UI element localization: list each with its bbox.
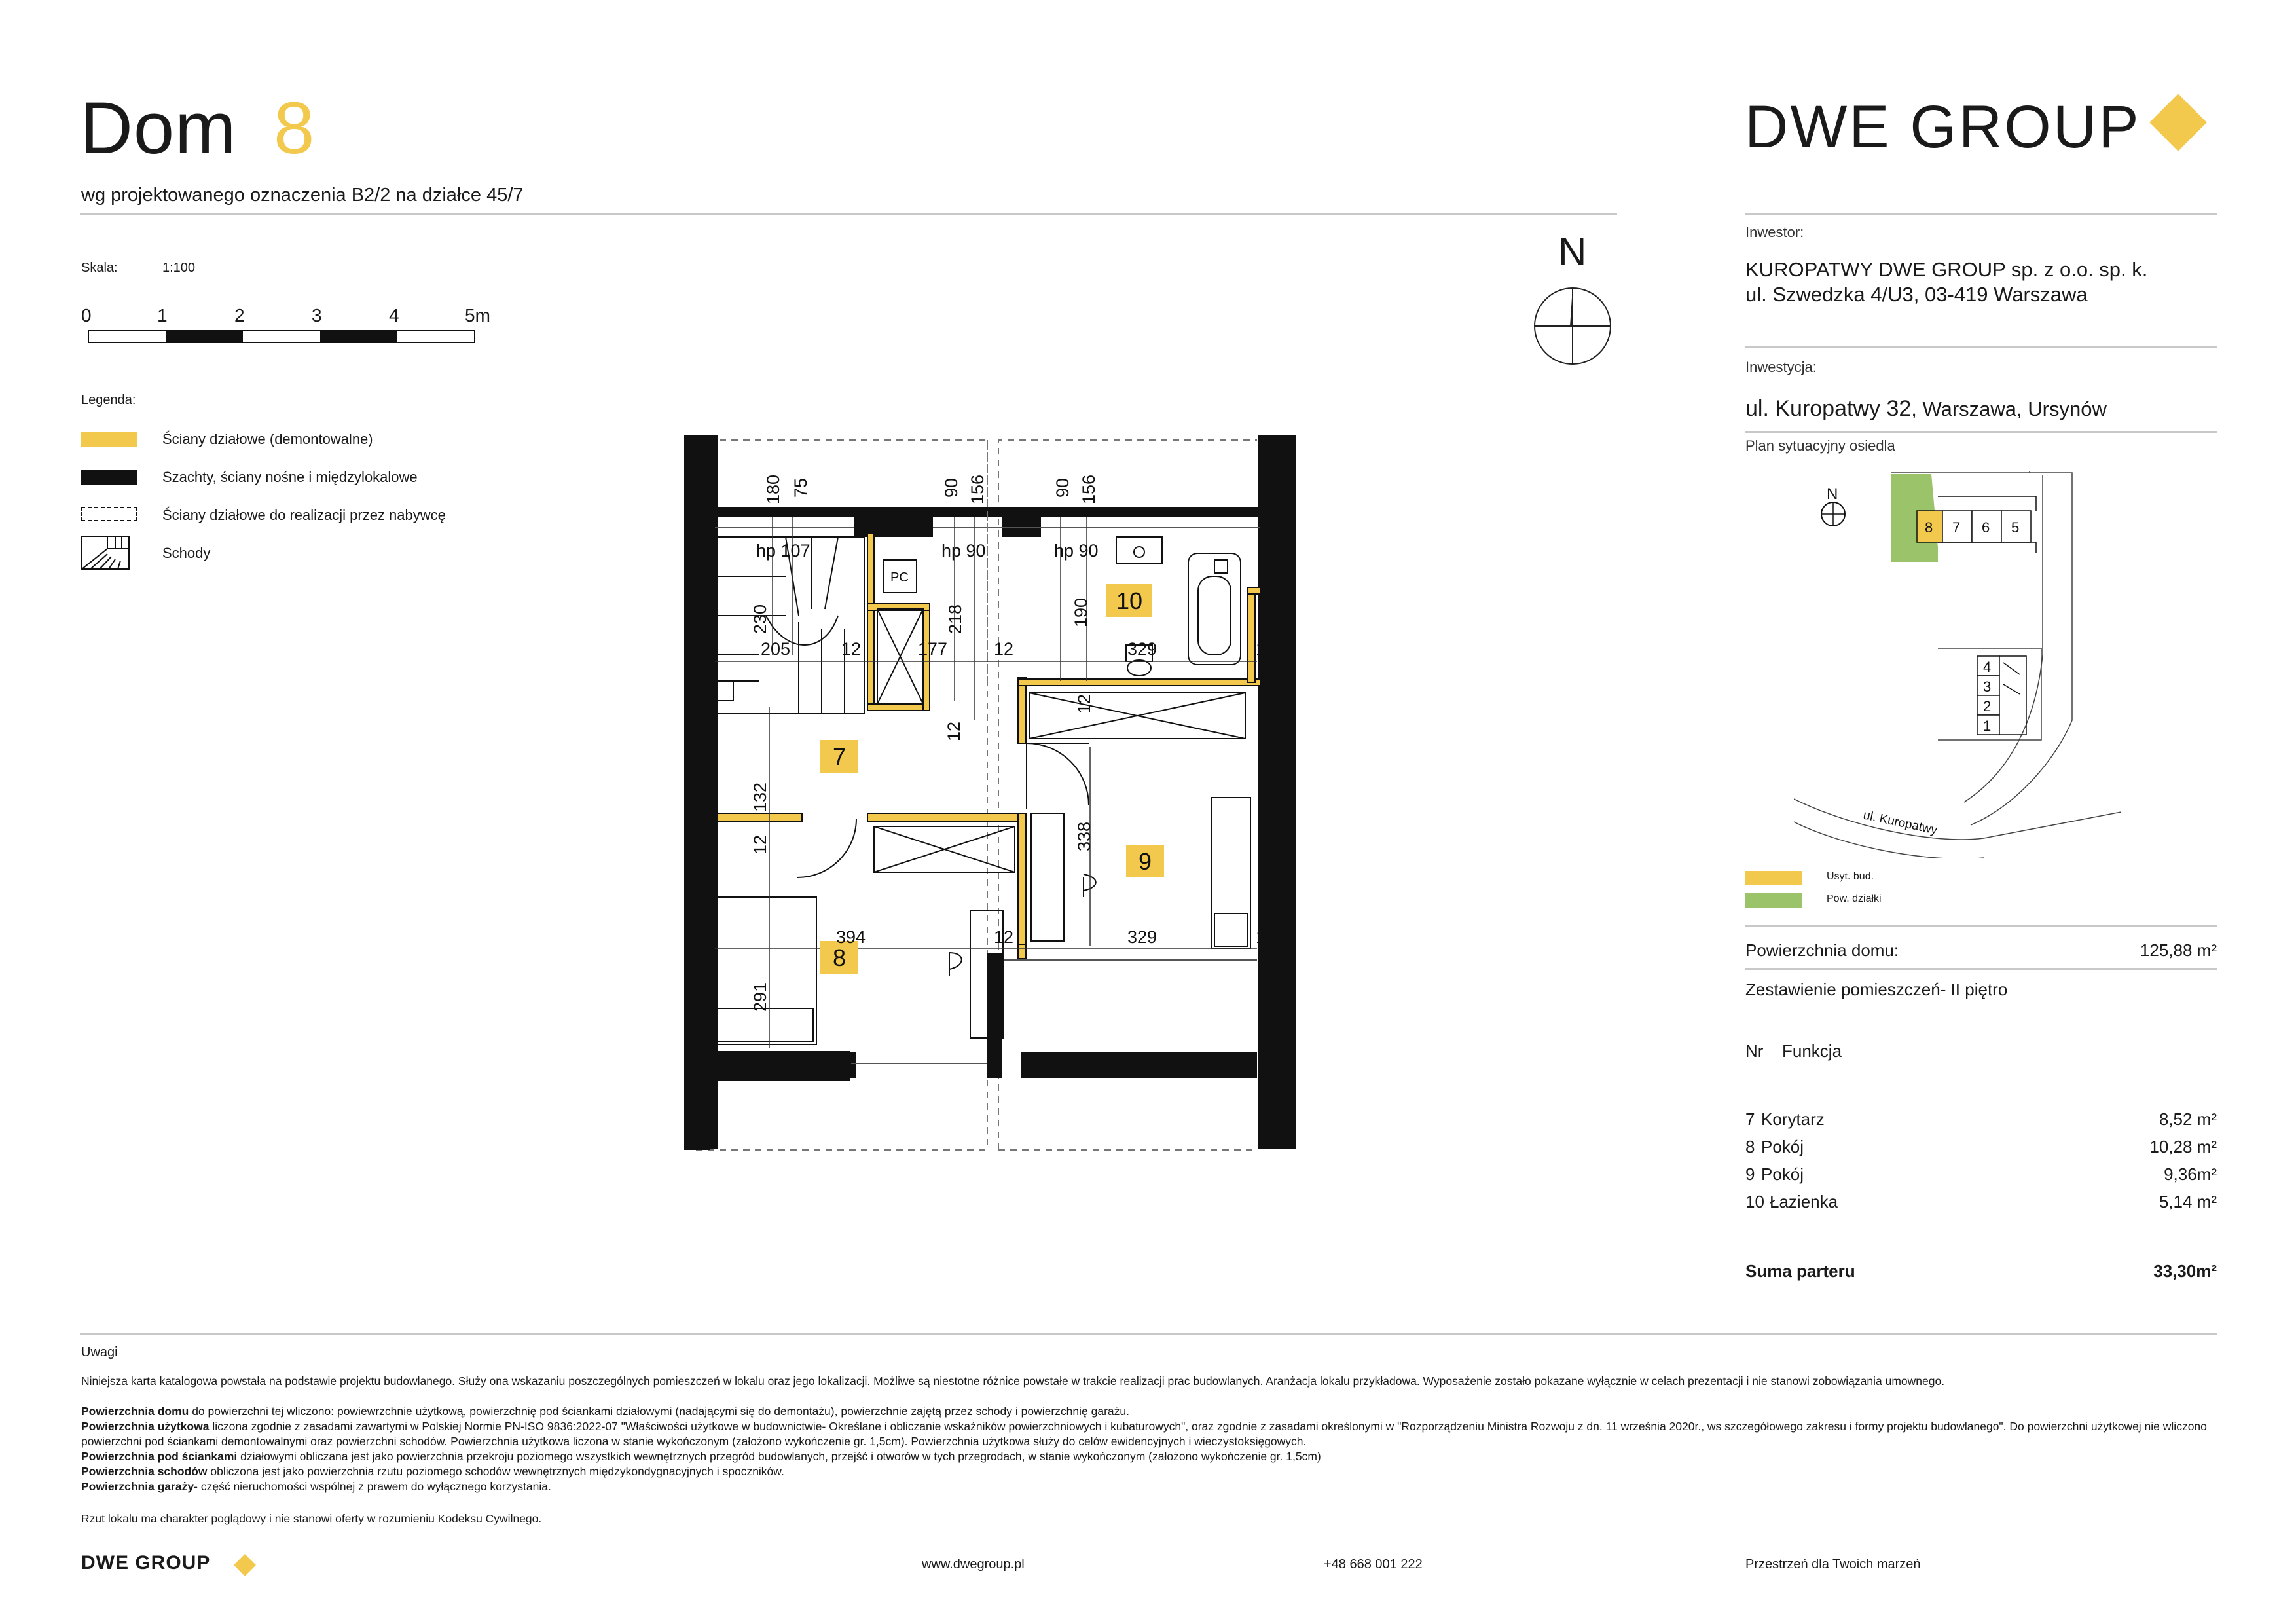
dim-12f: 12 (994, 927, 1014, 947)
total-label: Suma parteru (1745, 1261, 1855, 1281)
house-area-value: 125,88 m² (2140, 940, 2217, 960)
header-divider (80, 213, 1617, 215)
page-title: Dom (80, 87, 237, 169)
room-tag-8: 8 (832, 944, 847, 971)
footer-brand: DWE GROUP (81, 1552, 211, 1574)
scale-tick-0: 0 (81, 305, 92, 325)
scale-label: Skala: (81, 261, 118, 275)
dim-329b: 329 (1127, 927, 1157, 947)
floor-plan (674, 432, 1309, 1159)
dim-394: 394 (836, 927, 866, 947)
room-tag-10: 10 (1116, 587, 1143, 614)
dim-12b: 12 (994, 639, 1014, 659)
note-text: do powierzchni tej wliczono: powiewrzchnie użytkową, powierzchnię pod ściankami działowymi (nadającymi się do demontażu), powierzchnie zajętą przez schody i powierzchnię garażu. (189, 1405, 1129, 1418)
dim-top-90a: 90 (941, 477, 961, 498)
legend-title: Legenda: (81, 393, 136, 407)
hp-label-1: hp 107 (756, 541, 811, 561)
dim-top-75: 75 (791, 477, 811, 498)
scale-tick-3: 3 (312, 305, 322, 325)
note-text: liczona zgodnie z zasadami zawartymi w Polskiej Normie PN-ISO 9836:2022-07 "Właściwości użytkowe w budownictwie- Określane i obliczanie wskaźników powierzchniowych i kubaturowych", oraz zgodnie z zasadami określonymi w "Rozporządzeniu Ministra Rozwoju z dn. 11 września 2020r., ws szczegółowego zakresu i formy projektu budowlanego". Do powierzchni użytkowej nie wliczono powierzchni pod ściankami demontowalnymi oraz powierzchni schodów. Powierzchnia użytkowa liczona w stanie wykończonym (założono wykończenie gr. 1,5cm). Powierzchnia użytkowa służy do celów ewidencyjnych i wieczystoksięgowych. (81, 1420, 2207, 1448)
compass-icon (1532, 286, 1613, 367)
note-text: obliczona jest jako powierzchnia rzutu poziomego schodów wewnętrznych międzykondygnacyjnych i spoczników. (207, 1465, 784, 1478)
legend-swatch-black (81, 470, 137, 485)
notes-intro: Niniejsza karta katalogowa powstała na podstawie projektu budowlanego. Służy ona wskazaniu poszczególnych pomieszczeń w lokalu oraz jego lokalizacji. Możliwe są niestotne różnice powstałe w trakcie realizacji prac budowlanych. Aranżacja lokalu przykładowa. Wyposażenie zostało pokazane wyłącznie w celach prezentacji i nie stanowi zobowiązania umownego. (81, 1375, 1945, 1388)
legend-item-buyer-walls: Ściany działowe do realizacji przez nabywcę (162, 507, 446, 523)
note-term: Powierzchnia pod ściankami (81, 1450, 238, 1463)
investor-divider (1745, 346, 2217, 348)
site-plan-map (1794, 471, 2121, 858)
site-house-6: 6 (1982, 519, 1990, 536)
dim-177: 177 (918, 639, 948, 659)
note-text: - część nieruchomości wspólnej z prawem do wyłącznego korzystania. (194, 1480, 551, 1493)
scale-value: 1:100 (162, 261, 196, 275)
site-legend-plot: Pow. działki (1827, 893, 1882, 904)
dim-12a: 12 (841, 639, 862, 659)
footer-slogan: Przestrzeń dla Twoich marzeń (1745, 1557, 1921, 1572)
site-divider (1745, 925, 2217, 927)
site-plan-title: Plan sytuacyjny osiedla (1745, 437, 1895, 454)
note-item (81, 1419, 2235, 1449)
dim-12d: 12 (1074, 693, 1094, 714)
room-nr: 7 (1745, 1109, 1755, 1129)
notes-heading: Uwagi (81, 1345, 118, 1359)
area-divider (1745, 968, 2217, 970)
site-house-5: 5 (2011, 519, 2020, 536)
note-item (81, 1449, 2235, 1464)
page-subtitle: wg projektowanego oznaczenia B2/2 na działce 45/7 (81, 185, 524, 206)
dim-top-156a: 156 (968, 474, 987, 504)
room-name: Pokój (1761, 1164, 1804, 1184)
investor-line-2: ul. Szwedzka 4/U3, 03-419 Warszawa (1745, 283, 2088, 306)
brand-logo: DWE GROUP (1745, 94, 2141, 160)
scale-tick-2: 2 (234, 305, 245, 325)
room-tag-9: 9 (1138, 848, 1152, 875)
investment-address (1745, 396, 2107, 422)
room-area: 10,28 m² (2149, 1137, 2217, 1156)
notes-divider (80, 1333, 2217, 1335)
notes-definitions (81, 1404, 2235, 1494)
legend-item-partition: Ściany działowe (demontowalne) (162, 431, 373, 447)
room-area: 9,36m² (2164, 1164, 2217, 1184)
total-value: 33,30m² (2153, 1261, 2217, 1281)
rooms-list-title: Zestawienie pomieszczeń- II piętro (1745, 980, 2008, 999)
dim-top-156b: 156 (1079, 474, 1099, 504)
hp-label-3: hp 90 (1054, 541, 1099, 561)
legend-swatch-yellow (81, 432, 137, 447)
scale-tick-1: 1 (157, 305, 168, 325)
room-area: 5,14 m² (2159, 1192, 2217, 1211)
dim-205: 205 (761, 639, 791, 659)
room-tag-7: 7 (832, 743, 847, 770)
site-house-3: 3 (1983, 678, 1992, 695)
hp-label-2: hp 90 (941, 541, 986, 561)
room-nr: 10 (1745, 1192, 1764, 1211)
notes-closing: Rzut lokalu ma charakter poglądowy i nie stanowi oferty w rozumieniu Kodeksu Cywilnego. (81, 1512, 542, 1525)
site-house-1: 1 (1983, 718, 1992, 734)
rooms-col-function: Funkcja (1782, 1041, 1842, 1061)
house-area-label: Powierzchnia domu: (1745, 940, 1899, 960)
rooms-col-nr: Nr (1745, 1041, 1764, 1061)
footer-website-link[interactable]: www.dwegroup.pl (922, 1557, 1025, 1572)
investment-street: ul. Kuropatwy 32 (1745, 396, 1912, 421)
legend-item-structural: Szachty, ściany nośne i międzylokalowe (162, 469, 418, 485)
dim-18b: 18 (1256, 927, 1276, 947)
dim-329a: 329 (1127, 639, 1157, 659)
note-item (81, 1464, 2235, 1479)
dim-132: 132 (750, 782, 770, 812)
dim-top-180: 180 (763, 474, 783, 504)
note-item (81, 1479, 2235, 1494)
note-term: Powierzchnia domu (81, 1405, 189, 1418)
footer-phone[interactable]: +48 668 001 222 (1324, 1557, 1423, 1572)
stairs-icon (81, 536, 131, 571)
scale-tick-4: 4 (389, 305, 399, 325)
dim-218: 218 (945, 604, 965, 634)
dim-291: 291 (750, 982, 770, 1012)
room-area: 8,52 m² (2159, 1109, 2217, 1129)
note-term: Powierzchnia schodów (81, 1465, 208, 1478)
investor-line-1: KUROPATWY DWE GROUP sp. z o.o. sp. k. (1745, 258, 2148, 281)
investment-divider (1745, 431, 2217, 433)
site-plan-north: N (1827, 485, 1838, 503)
room-nr: 9 (1745, 1164, 1755, 1184)
room-name: Pokój (1761, 1137, 1804, 1156)
dim-190: 190 (1071, 597, 1091, 627)
site-house-7: 7 (1952, 519, 1961, 536)
note-term: Powierzchnia garaży (81, 1480, 194, 1493)
dim-12e: 12 (750, 834, 770, 855)
footer-diamond-icon (234, 1554, 256, 1576)
site-legend-swatch-plot (1745, 893, 1802, 908)
dim-top-90b: 90 (1053, 477, 1072, 498)
scale-bar (88, 330, 478, 344)
note-item (81, 1404, 2235, 1419)
compass-letter: N (1558, 230, 1587, 274)
investor-label: Inwestor: (1745, 224, 1804, 240)
site-legend-swatch-building (1745, 871, 1802, 885)
room-nr: 8 (1745, 1137, 1755, 1156)
note-text: działowymi obliczana jest jako powierzchnia przekroju poziomego wszystkich wewnętrznych przegród budowlanych, przejść i otworów w tych przegrodach, w stanie wykończonym (założono wykończenie gr. 1,5cm) (237, 1450, 1321, 1463)
dim-18a: 18 (1256, 639, 1276, 659)
room-name: Korytarz (1761, 1109, 1825, 1129)
note-term: Powierzchnia użytkowa (81, 1420, 210, 1433)
dim-338: 338 (1074, 821, 1094, 851)
dim-230: 230 (750, 604, 770, 634)
legend-item-stairs: Schody (162, 545, 211, 561)
brand-divider (1745, 213, 2217, 215)
room-name: Łazienka (1770, 1192, 1838, 1211)
site-legend-building: Usyt. bud. (1827, 871, 1874, 882)
dim-12c: 12 (944, 721, 964, 741)
site-street-label: ul. Kuropatwy (1861, 808, 1939, 838)
pc-label: PC (890, 570, 909, 585)
site-house-2: 2 (1983, 698, 1992, 714)
scale-tick-5: 5m (465, 305, 490, 325)
site-house-8: 8 (1925, 519, 1933, 536)
house-number: 8 (274, 87, 315, 169)
brand-diamond-icon (2149, 94, 2207, 151)
legend-swatch-dashed (81, 507, 137, 521)
investment-city: , Warszawa, Ursynów (1911, 397, 2107, 420)
investment-label: Inwestycja: (1745, 359, 1817, 375)
site-house-4: 4 (1983, 659, 1992, 675)
